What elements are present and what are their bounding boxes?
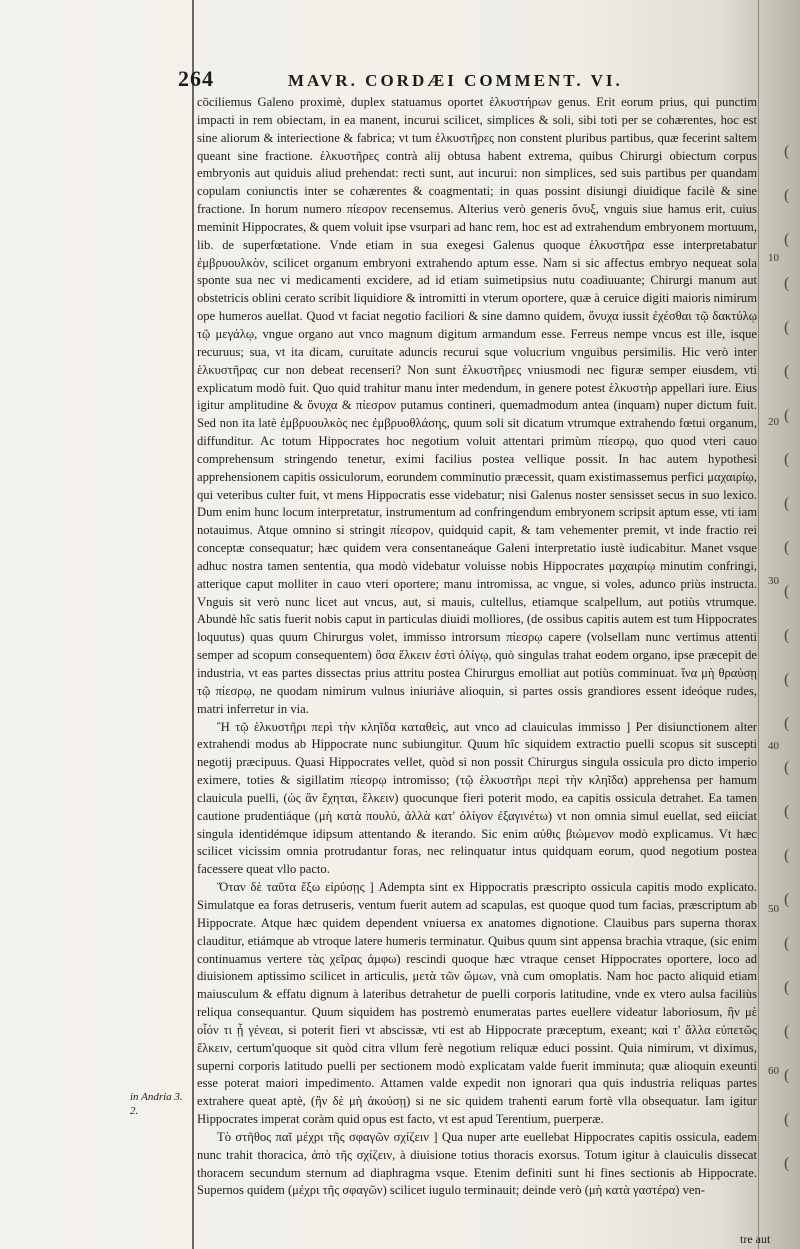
paragraph: cōciliemus Galeno proximè, duplex statuamus oportet ἑλκυστήρων genus. Erit eorum prius, qui punctim impacti in rem obiectam, in ea manent, incurui scilicet, simplices & soli, sibi toti per se cohærentes, hoc est sine aliorum & interiectione & fabrica; vt tum ἑλκυστῆρες non constent pluribus partibus, quæ fecerint saltem queant sine fractione. ἑλκυστῆρες contrà alij obtusa habent extrema, quibus Chirurgi obiectum corpus embryonis aut quiduis aliud prehendat: recti sunt, aut incurui: non simplices, sed suis partibus per quandam copulam coniunctis inter se cohærentes & coagmentati; in quas possint disiungi diuidique facilè & sine fractione. In horum numero πίεσρον recensemus. Alterius verò generis ὄνυξ, vnguis siue hamus erit, cuius meminit Hippocrates, & quem voluit ipse vsurpari ad hanc rem, hoc est ad extrahendum embryonem mortuum, lib. de superfœtatione. Vnde etiam in sua exegesi Galenus quoque ἑλκυστῆρα esse interpretabatur ἐμβρυουλκὸν, scilicet organum embryoni extrahendo aptum esse. Nam si sic affectus embryo nequeat sola sponte sua nec vi medicamenti excidere, ad id etiam suimetipsius nutu coadiuuante; Chirurgi manum aut obstetricis oblini cerato scribit liquidiore & intromitti in vterum oportere, quæ à ceruice digiti maioris nimirum ope humeros auellat. Quod vt faciat negotio faciliori & sine damno quidem, ὄνυχα iussit ἐχέσθαι τῷ δακτύλῳ τῷ μεγάλῳ, vngue organo aut vnco magnum digitum armandum esse. Ferreus nempe vncus est ille, isque recuruus; sua, vt ita dicam, curuitate aduncis recurui sque volucrium vnguibus persimilis. Hic verò inter ἑλκυστῆρας cur non debeat recenseri? Non sunt ἑλκυστῆρες vniusmodi nec figuræ semper eiusdem, vti explicatum modò fuit. Quo quid trahitur manu inter medendum, in genere potest ἑλκυστὴρ appellari iure. Eius igitur amplitudine & ὄνυχα & πίεσρον putamus contineri, quemadmodum antea (inquam) nuper dictum fuit. Sed non ita latè ἐμβρυουλκὸς nec ἐμβρυοθλάσης, quum soli sit dicatum vtrumque extrahendo fœtui organum, diffunditur. Ac totum Hippocrates hoc negotium voluit attentari primùm πίεσρῳ, quo quod vteri cauo comprehensum stringendo tenetur, eximi facilius postea vellique possit. In hac autem hypothesi apprehensionem capitis ossiculorum, eorundem comminutio præcessit, quam existimassemus perfici μαχαιρίῳ, qui veteribus culter fuit, vt mens Hippocratis esse videbatur; nisi Galenus noster sensisset secus in suo lexico. Dum enim hunc locum interpretatur, instrumentum ad confringendum embryonem scripsit aptum esse, vti iam notauimus. Atque omnino si stringit πίεσρον, quidquid capit, & tam vehementer premit, vt inde fractio rei conceptæ consequatur; hæc quidem vera consentaneáque Galeni interpretatio iustè iudicabitur. Manet vsque adhuc nostra tamen sententia, qua modò videbatur voluisse nobis Hippocrates μαχαιρίῳ minutim confringi, atterique caput molliter in cauo vteri oportere; manu intromissa, ac vngue, si voles, adunco priùs instructa. Vnguis sit verò nunc licet aut vncus, aut, si mauis, cultellus, etiamque scalpellum, aut potiùs vtrumque. Abundè hîc satis fuerit nobis caput in particulas diuidi molliores, (de ossibus capitis autem est tum Hippocrates loquutus) quas quum Chirurgus volet, immisso introrsum πίεσρῳ capere (volsellam nunc vertimus attenti semper ad scopum consequentem) ὅσα ἕλκειν ἐστὶ ὀλίγῳ, quò singulas trahat eodem organo, ipse præcepit de industria, vt eas partes dissectas prius attritu postea Chirurgus emolliat aut potiùs comminuat. ἵνα μὴ θραύσῃ τῷ πίεσρῳ, ne quodam nimirum vulnus iniuriáve alioquin, si partes ossis grandiores essent ideóque rudes, matri inferretur in via.: [197, 95, 757, 716]
line-number: 10: [768, 252, 779, 264]
line-number: 50: [768, 903, 779, 915]
line-number: 60: [768, 1065, 779, 1077]
left-margin-rule: [192, 0, 194, 1249]
next-page-bleed: ( ( ( ( ( ( ( ( ( ( ( ( ( ( ( ( ( ( ( ( ( ( ( (: [784, 143, 790, 1172]
body-text: [197, 94, 757, 1200]
line-number: 30: [768, 575, 779, 587]
paragraph: Ὅταν δὲ ταῦτα ἔξω εἰρύσῃς ] Adempta sint ex Hippocratis præscripto ossicula capitis modo explicato. Simulatque ea foras detruseris, ventum fuerit autem ad scapulas, est quoque quod tum facias, præscriptum ab Hippocrate. Atque hæc quidem dependent vniuersa ex anatomes dignotione. Clauibus pars superna thorax clauditur, etiámque ab vtroque latere humeris terminatur. Quibus quum sint appensa brachia vtraque, (sic enim continuamus vertere τὰς χεῖρας ἀμφω) rescindi quoque hæc vtraque censet Hippocrates oportere, loco ad diuisionem aptissimo scilicet in articulis, μετὰ τῶν ὤμων, vnà cum omoplatis. Nam hoc pacto aliquid etiam maiusculum & effatu dignum à lateribus detrahetur de puelli corporis latitudine, vnde ex vtero aulsa faciliùs reliqua consequantur. Quum siquidem has postremò enumeratas partes euellere videatur laboriosum, ἢν μὲ οἷόν τι ᾖ γένεαι, si poterit fieri vt abscissæ, vti est ab Hippocrate præceptum, exeant; καὶ τ' ἄλλα εὐπετῶς ἕλκειν, certum'quoque sit quòd citra vllum ferè negotium reliquæ educi possint. Quia nimirum, vt diximus, superni corporis latitudo puelli per sectionem modò explicatam valde fuerit imminuta; quæ alioquin exeunti esse poterat maiori impedimento. Attamen valde expedit non ignorari qua quis industria reliquas partes extrahere queat aptè, (ἢν δὲ μὴ ἀκούσῃ) si ne sic quidem trahenti earum fortè vlla obsequatur. Iam igitur Hippocrates imperat coràm quid opus est facto, vt est apud Terentium, puerperæ.: [197, 880, 757, 1127]
page-header: [178, 66, 768, 92]
right-margin-rule: [758, 0, 759, 1249]
line-number: 20: [768, 416, 779, 428]
paragraph: Τὸ στῆθος παῖ μέχρι τῆς σφαγῶν σχίζειν ] Qua nuper arte euellebat Hippocrates capitis ossicula, eadem nunc trahit thoracica, ἀπὸ τῆς σχίζειν, à diuisione totius thoracis exorsus. Totum igitur à clauiculis dissecat thoracem secundum sternum ad diaphragma vsque. Etenim definiti sunt hi fines sectionis ab Hippocrate. Supernos quidem (μέχρι τῆς σφαγῶν) scilicet iugulo terminauit; deinde verò (μὴ κατὰ γαστέρα) ven-: [197, 1129, 757, 1198]
running-head: MAVR. CORDÆI COMMENT. VI.: [288, 71, 623, 90]
page-number: 264: [178, 66, 214, 91]
paragraph: Ἢ τῷ ἑλκυστῆρι περὶ τὴν κληῖδα καταθεὶς, aut vnco ad clauiculas immisso ] Per disiunctionem alter extrahendi modus ab Hippocrate nunc subiungitur. Quum hîc siquidem extractio puelli scopus sit suscepti negotij præcipuus. Quasi Hippocrates vellet, quòd si non possit Chirurgus singula ossicula pro dicto imperio eximere, toties & sigillatim πίεσρῳ intromisso; (τῷ ἑλκυστῆρι περὶ τὴν κληῖδα) apprehensa per hamum clauicula puelli, (ὡς ἂν ἔχηται, ἕλκειν) quocunque fieri poterit modo, ea capitis ossicula detrahet. Ea tamen cautione prudentiáque (μὴ κατὰ πουλύ, ἀλλὰ κατ' ὀλίγον ἐξαγινέτω) vt non omnia simul euellat, sed eiiciat singula identidémque idipsum attentando & iterando. Sic enim αὐθις βιώμενον modò explicamus. Vt hæc scilicet vicissim omnia protrudantur foras, nec relinquatur intus quidquam eorum, quod negotium postea facessere queat vllo pacto.: [197, 719, 757, 877]
catchword: tre aut: [740, 1232, 771, 1246]
line-number: 40: [768, 740, 779, 752]
marginal-note: in Andria 3. 2.: [130, 1091, 183, 1117]
